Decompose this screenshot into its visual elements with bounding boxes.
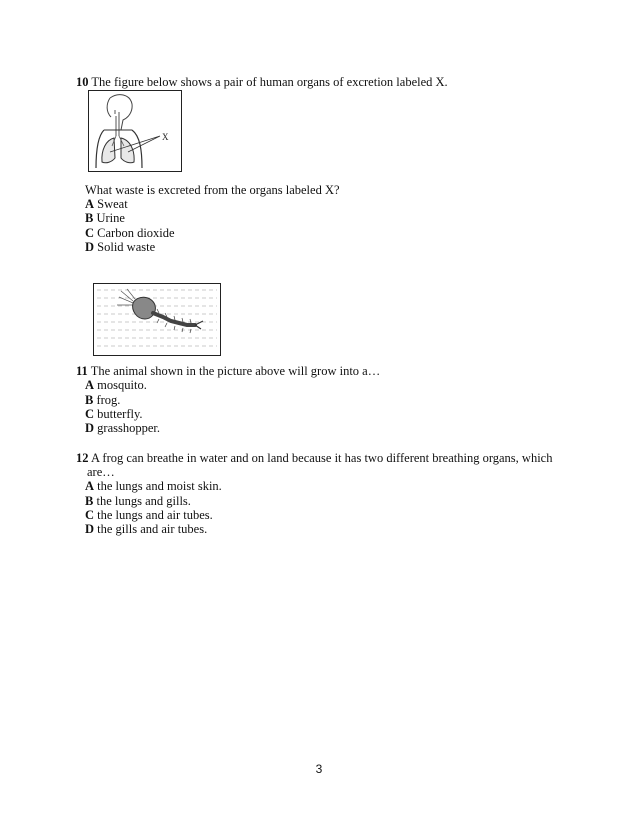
- question-text: The figure below shows a pair of human organs of excretion labeled X.: [91, 75, 448, 89]
- question-number: 12: [76, 451, 89, 465]
- option-b[interactable]: B frog.: [85, 393, 121, 407]
- question-text: A frog can breathe in water and on land because it has two different breathing organs, which: [90, 451, 553, 465]
- option-b[interactable]: B Urine: [85, 211, 125, 225]
- option-a[interactable]: A mosquito.: [85, 378, 147, 392]
- question-10-question: What waste is excreted from the organs labeled X?: [85, 183, 340, 197]
- figure-label-x: X: [162, 132, 169, 142]
- lungs-figure: [88, 90, 182, 172]
- question-12-stem-continued: are…: [87, 465, 115, 479]
- page-number: 3: [315, 762, 323, 776]
- question-12-stem: [76, 451, 552, 466]
- option-c[interactable]: C the lungs and air tubes.: [85, 508, 213, 522]
- option-c[interactable]: C butterfly.: [85, 407, 143, 421]
- larva-figure: [93, 283, 221, 356]
- option-c[interactable]: C Carbon dioxide: [85, 226, 175, 240]
- option-a[interactable]: A the lungs and moist skin.: [85, 479, 222, 493]
- option-b[interactable]: B the lungs and gills.: [85, 494, 191, 508]
- option-d[interactable]: D the gills and air tubes.: [85, 522, 208, 536]
- question-11-stem: [76, 364, 380, 379]
- question-10-stem: [76, 75, 448, 90]
- option-a[interactable]: A Sweat: [85, 197, 128, 211]
- option-d[interactable]: D Solid waste: [85, 240, 156, 254]
- question-number: 10: [76, 75, 89, 89]
- question-text: The animal shown in the picture above will grow into a…: [90, 364, 381, 378]
- question-number: 11: [76, 364, 88, 378]
- option-d[interactable]: D grasshopper.: [85, 421, 160, 435]
